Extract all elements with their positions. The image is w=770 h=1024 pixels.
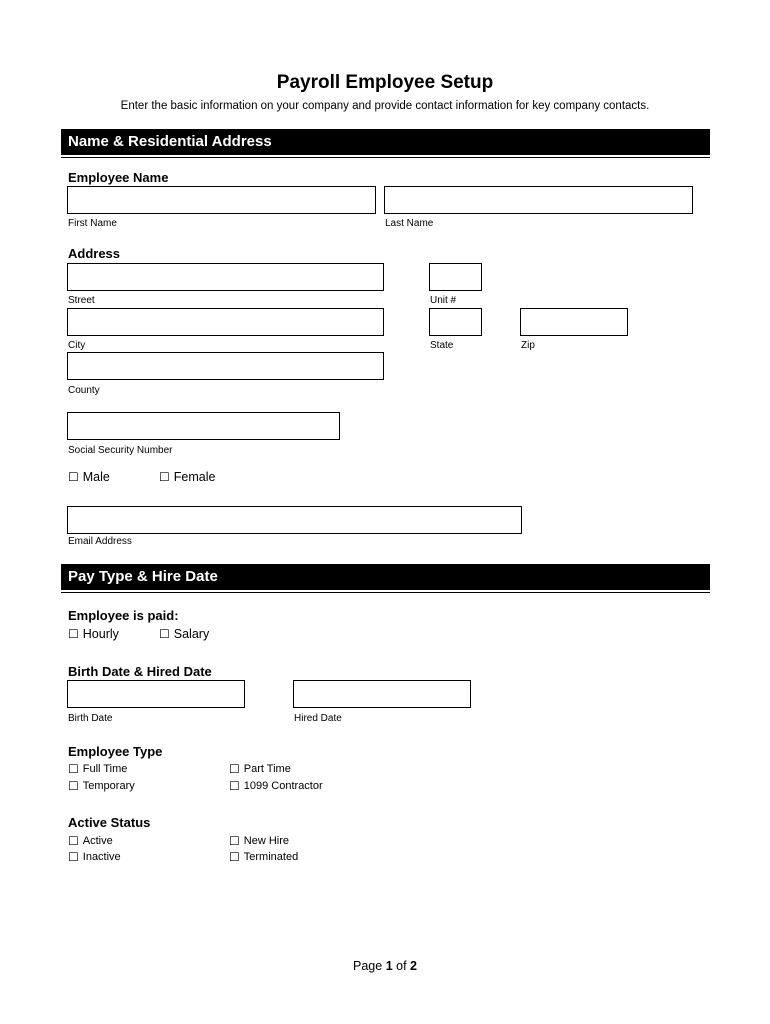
page-indicator [0, 959, 770, 973]
unit-field[interactable] [429, 263, 482, 291]
checkbox-icon[interactable]: ☐ [159, 470, 170, 484]
birth-date-field[interactable] [67, 680, 245, 708]
last-name-field[interactable] [384, 186, 693, 214]
section-underline [61, 157, 710, 158]
male-label: Male [82, 470, 110, 484]
county-label: County [68, 385, 100, 396]
checkbox-icon[interactable]: ☐ [68, 762, 79, 776]
zip-field[interactable] [520, 308, 628, 336]
zip-label: Zip [521, 340, 535, 351]
salary-option[interactable] [159, 627, 209, 641]
page-prefix: Page [353, 959, 383, 973]
street-label: Street [68, 295, 95, 306]
part-time-option[interactable] [229, 763, 291, 775]
temporary-option[interactable] [68, 780, 135, 792]
inactive-option[interactable] [68, 851, 121, 863]
checkbox-icon[interactable]: ☐ [229, 762, 240, 776]
female-option[interactable] [159, 470, 215, 484]
new-hire-option[interactable] [229, 835, 289, 847]
new-hire-label: New Hire [243, 835, 289, 847]
state-label: State [430, 340, 454, 351]
employee-type-heading: Employee Type [68, 744, 163, 759]
checkbox-icon[interactable]: ☐ [159, 627, 170, 641]
checkbox-icon[interactable]: ☐ [68, 470, 79, 484]
dates-heading: Birth Date & Hired Date [68, 664, 212, 679]
inactive-label: Inactive [82, 851, 121, 863]
active-option[interactable] [68, 835, 113, 847]
employee-paid-heading: Employee is paid: [68, 608, 179, 623]
terminated-option[interactable] [229, 851, 298, 863]
employee-name-heading: Employee Name [68, 170, 169, 185]
checkbox-icon[interactable]: ☐ [229, 779, 240, 793]
salary-label: Salary [173, 627, 210, 641]
full-time-option[interactable] [68, 763, 127, 775]
checkbox-icon[interactable]: ☐ [68, 627, 79, 641]
male-option[interactable] [68, 470, 110, 484]
female-label: Female [173, 470, 216, 484]
state-field[interactable] [429, 308, 482, 336]
hired-date-label: Hired Date [294, 713, 342, 724]
birth-date-label: Birth Date [68, 713, 113, 724]
unit-label: Unit # [430, 295, 457, 306]
city-field[interactable] [67, 308, 384, 336]
ssn-field[interactable] [67, 412, 340, 440]
hourly-label: Hourly [82, 627, 119, 641]
form-title: Payroll Employee Setup [276, 72, 494, 93]
contractor-1099-option[interactable] [229, 780, 323, 792]
hourly-option[interactable] [68, 627, 119, 641]
ssn-label: Social Security Number [68, 445, 173, 456]
temporary-label: Temporary [82, 780, 135, 792]
first-name-label: First Name [68, 218, 117, 229]
section-header-pay-hire: Pay Type & Hire Date [61, 564, 710, 590]
form-subtitle: Enter the basic information on your company and provide contact information for key company contacts. [120, 100, 650, 112]
page-of: of [396, 959, 407, 973]
checkbox-icon[interactable]: ☐ [229, 834, 240, 848]
part-time-label: Part Time [243, 763, 291, 775]
page-total: 2 [410, 959, 417, 973]
street-field[interactable] [67, 263, 384, 291]
contractor-1099-label: 1099 Contractor [243, 780, 323, 792]
county-field[interactable] [67, 352, 384, 380]
checkbox-icon[interactable]: ☐ [229, 850, 240, 864]
email-label: Email Address [68, 536, 132, 547]
active-label: Active [82, 835, 113, 847]
section-header-name-address: Name & Residential Address [61, 129, 710, 155]
city-label: City [68, 340, 86, 351]
checkbox-icon[interactable]: ☐ [68, 834, 79, 848]
first-name-field[interactable] [67, 186, 376, 214]
section-underline [61, 592, 710, 593]
checkbox-icon[interactable]: ☐ [68, 779, 79, 793]
hired-date-field[interactable] [293, 680, 471, 708]
full-time-label: Full Time [82, 763, 128, 775]
last-name-label: Last Name [385, 218, 434, 229]
checkbox-icon[interactable]: ☐ [68, 850, 79, 864]
terminated-label: Terminated [243, 851, 299, 863]
page-current: 1 [385, 959, 393, 973]
address-heading: Address [68, 246, 121, 261]
email-field[interactable] [67, 506, 522, 534]
active-status-heading: Active Status [68, 815, 151, 830]
